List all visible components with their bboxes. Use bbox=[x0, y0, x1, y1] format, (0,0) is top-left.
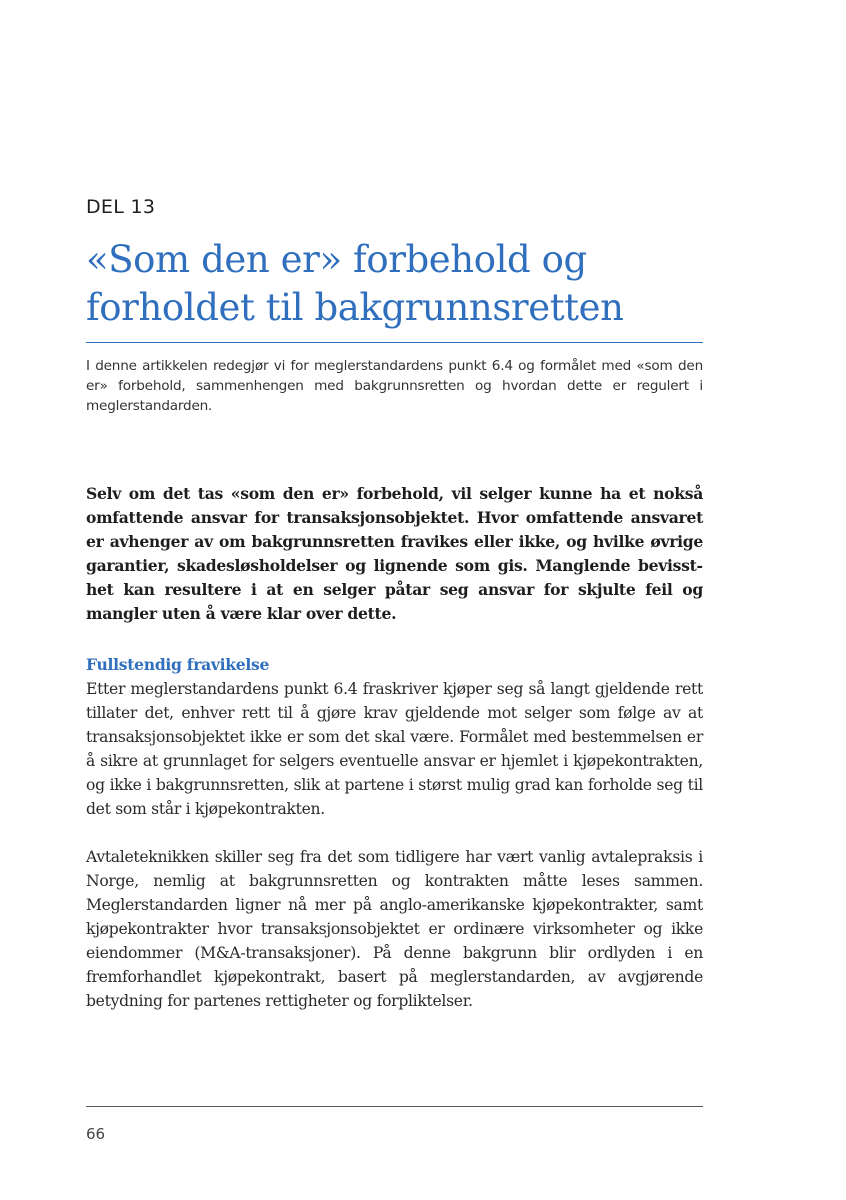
title-divider bbox=[86, 342, 703, 343]
article-ingress: I denne artikkelen redegjør vi for meglerstandardens punkt 6.4 og formålet med «som den er» forbehold, sammenhengen med bakgrunnsretten og hvordan dette er regulert i meglerstandarden. bbox=[86, 358, 703, 414]
part-label: DEL 13 bbox=[86, 196, 156, 218]
document-page bbox=[86, 0, 703, 1200]
section-heading: Fullstendig fravikelse bbox=[86, 655, 270, 674]
lead-paragraph: Selv om det tas «som den er» forbehold, vil selger kunne ha et nokså omfattende ansvar for transaksjonsobjektet. Hvor omfattende ansvaret er avhenger av om bakgrunnsretten fravikes eller ikke, og hvilke øvrige garantier, skadesløsholdelser og lignende som gis. Manglende bevissthet kan resultere i at en selger påtar seg ansvar for skjulte feil og mangler uten å være klar over dette. bbox=[86, 484, 703, 623]
article-title: «Som den er» forbehold og forholdet til bakgrunnsretten bbox=[86, 238, 624, 329]
page-number: 66 bbox=[86, 1125, 106, 1143]
footer-divider bbox=[86, 1106, 703, 1107]
body-paragraph-1: Etter meglerstandardens punkt 6.4 fraskriver kjøper seg så langt gjeldende rett tillater det, enhver rett til å gjøre krav gjeldende mot selger som følge av at transaksjonsobjektet ikke er som det skal være. Formålet med bestemmelsen er å sikre at grunnlaget for selgers eventuelle ansvar er hjemlet i kjøpekontrakten, og ikke i bakgrunnsretten, slik at partene i størst mulig grad kan forholde seg til det som står i kjøpekontrakten. bbox=[86, 680, 703, 818]
body-paragraph-2: Avtaleteknikken skiller seg fra det som tidligere har vært vanlig avtalepraksis i Norge, nemlig at bakgrunnsretten og kontrakten måtte leses sammen. Meglerstandarden ligner nå mer på anglo-amerikanske kjøpekontrakter, samt kjøpekontrakter hvor transaksjonsobjektet er ordinære virksomheter og ikke eiendommer (M&A-transaksjoner). På denne bakgrunn blir ordlyden i en fremforhandlet kjøpekontrakt, basert på meglerstandarden, av avgjørende betydning for partenes rettigheter og forpliktelser. bbox=[86, 848, 703, 1010]
